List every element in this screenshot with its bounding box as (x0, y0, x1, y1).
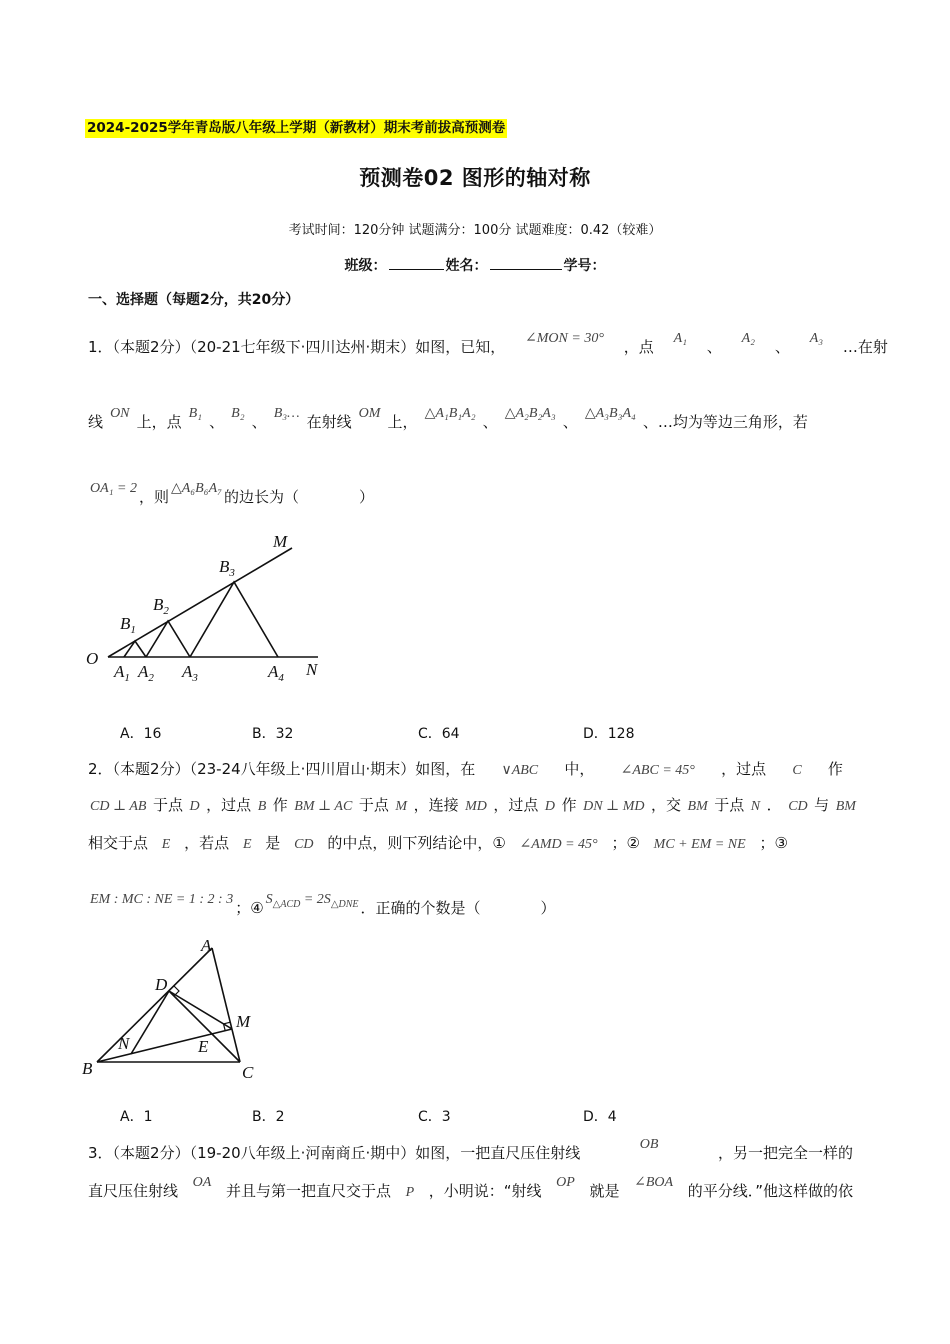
question-text: 1．（本题2分）（20-21七年级下·四川达州·期末）如图，已知， (88, 338, 506, 356)
question-text: 的中点，则下列结论中，① (327, 834, 506, 852)
label-b3: $B_3$ (219, 557, 235, 579)
name-blank (490, 255, 562, 270)
q2-line-1 (88, 758, 843, 782)
math-expr: C (792, 763, 802, 778)
question-text: ，则 (138, 488, 169, 506)
label-b: B (82, 1059, 93, 1078)
question-text: 、 (774, 338, 790, 356)
label-n: N (118, 1034, 130, 1053)
math-expr: D (544, 799, 556, 814)
question-text: ．正确的个数是（ ） (360, 899, 556, 917)
question-text: 在射线 (306, 413, 352, 431)
math-expr: B (257, 799, 267, 814)
math-expr: P (405, 1185, 415, 1200)
q1-option-c: C．64 (418, 726, 460, 742)
math-expr: △A₃B₃A₄ (584, 406, 636, 421)
math-expr: ∠BOA (634, 1175, 674, 1190)
question-text: 于点 (358, 796, 389, 814)
exam-series-banner: 2024-2025学年青岛版八年级上学期（新教材）期末考前拔高预测卷 (87, 120, 506, 136)
math-expr: CD (294, 837, 314, 852)
question-text: ，过点 (206, 796, 252, 814)
exam-info: 考试时间：120分钟 试题满分：100分 试题难度：0.42（较难） (288, 223, 662, 238)
label-m: M (236, 1012, 251, 1031)
question-text: 作 (272, 796, 288, 814)
label-o: O (86, 649, 99, 668)
right-angle-mark-d (174, 986, 179, 996)
math-expr: △A₆B₆A₇ (171, 481, 223, 496)
question-text: 、 (251, 413, 267, 431)
question-text: 直尺压住射线 (88, 1182, 179, 1200)
math-expr: BM (687, 799, 708, 814)
q1-option-d: D．128 (583, 726, 635, 742)
question-text: ，过点 (721, 760, 767, 778)
math-expr: OB (639, 1137, 659, 1152)
paper-title: 预测卷02 图形的轴对称 (359, 166, 591, 190)
equilateral-triangles-diagram (80, 525, 330, 695)
triangle-abc-diagram (80, 935, 270, 1085)
math-part: S (265, 892, 273, 907)
math-expr: A₁ (673, 331, 687, 346)
triangle-a3b3a4 (190, 582, 278, 657)
question-text: 的边长为（ ） (224, 488, 375, 506)
q2-line-3 (88, 832, 788, 856)
label-n: N (306, 660, 318, 679)
name-label: 姓名： (445, 258, 488, 274)
question-text: ，过点 (493, 796, 539, 814)
segment-ab (97, 948, 212, 1062)
question-text: 就是 (589, 1182, 620, 1200)
math-expr: E (242, 837, 252, 852)
question-text: ，交 (651, 796, 682, 814)
triangle-a2b2a3 (146, 621, 190, 657)
student-info-fields (0, 255, 950, 275)
question-text: 、 (209, 413, 225, 431)
math-expr: ON (110, 406, 130, 421)
label-b2: $B_2$ (153, 595, 169, 617)
q2-line-2 (88, 794, 858, 818)
question-text: ，小明说：“射线 (428, 1182, 542, 1200)
math-expr: MD (465, 799, 487, 814)
math-expr: N (750, 799, 761, 814)
math-expr: ∨ABC (501, 763, 539, 778)
question-text: 与 (814, 796, 830, 814)
math-expr: OM (358, 406, 381, 421)
math-expr: B₃… (273, 406, 300, 421)
math-expr: A₃ (809, 331, 824, 346)
question-text: ，点 (623, 338, 654, 356)
math-expr: EM : MC : NE = 1 : 2 : 3 (90, 892, 234, 907)
label-c: C (242, 1063, 254, 1082)
question-text: ，若点 (184, 834, 230, 852)
math-expr: △A₁B₁A₂ (424, 406, 476, 421)
math-expr: OA (192, 1175, 212, 1190)
q3-line-2 (88, 1175, 853, 1204)
q1-option-b: B．32 (252, 726, 294, 742)
question-text: 、 (706, 338, 722, 356)
section-heading: 一、选择题（每题2分，共20分） (88, 292, 300, 308)
question-text: 、…均为等边三角形，若 (642, 413, 808, 431)
label-d: D (155, 975, 168, 994)
math-part: = 2S (300, 892, 331, 907)
math-expr: B₂ (231, 406, 245, 421)
math-expr: CD (788, 799, 808, 814)
math-expr: ∠ABC = 45° (620, 763, 695, 778)
math-expr: ∠AMD = 45° (519, 837, 598, 852)
math-subscript: △DNE (330, 899, 359, 910)
q2-line-4 (88, 892, 556, 922)
class-label: 班级： (344, 258, 387, 274)
question-text: 、 (562, 413, 578, 431)
question-text: 上， (387, 413, 418, 431)
math-expr: OA₁ = 2 (90, 481, 137, 496)
question-text: ． (766, 796, 782, 814)
question-text: ；④ (235, 899, 264, 917)
label-b1: $B_1$ (120, 614, 136, 636)
q2-option-d: D．4 (583, 1109, 617, 1125)
math-expr: E (161, 837, 171, 852)
math-expr-area-ratio (264, 889, 361, 912)
question-text: 、 (482, 413, 498, 431)
question-text: 上，点 (136, 413, 182, 431)
question-text: 于点 (152, 796, 183, 814)
question-text: 中， (564, 760, 595, 778)
math-expr: D (189, 799, 200, 814)
q1-line-2 (88, 406, 808, 435)
student-id-label: 学号： (563, 258, 606, 274)
question-text: 是 (265, 834, 281, 852)
class-blank (389, 255, 444, 270)
label-a1: $A_1$ (114, 662, 130, 684)
q2-option-a: A．1 (120, 1109, 153, 1125)
question-text: 线 (88, 413, 104, 431)
triangle-a1b1a2 (124, 641, 146, 657)
label-a2: $A_2$ (138, 662, 154, 684)
q2-option-b: B．2 (252, 1109, 285, 1125)
q1-line-3 (88, 481, 375, 510)
q2-option-c: C．3 (418, 1109, 451, 1125)
label-m: M (273, 532, 288, 551)
math-expr: ∠MON = 30° (525, 331, 604, 346)
q3-line-1 (88, 1137, 853, 1166)
question-text: …在射 (842, 338, 888, 356)
math-expr: BM ⊥ AC (294, 799, 353, 814)
label-a: A (201, 936, 212, 955)
label-e: E (198, 1037, 209, 1056)
math-expr: A₂ (741, 331, 756, 346)
question-text: 于点 (714, 796, 745, 814)
question-text: ；③ (759, 834, 788, 852)
label-a4: $A_4$ (268, 662, 284, 684)
question-text: 作 (561, 796, 577, 814)
math-subscript: △ACD (272, 899, 301, 910)
math-expr: OP (556, 1175, 575, 1190)
math-expr: DN ⊥ MD (583, 799, 645, 814)
question-text: 相交于点 (88, 834, 149, 852)
segment-ac (212, 948, 240, 1062)
question-text: 并且与第一把直尺交于点 (225, 1182, 391, 1200)
question-text: 的平分线．”他这样做的依 (687, 1182, 853, 1200)
question-text: ；② (611, 834, 640, 852)
q1-line-1 (88, 331, 888, 360)
question-text: ，另一把完全一样的 (717, 1144, 853, 1162)
label-a3: $A_3$ (182, 662, 198, 684)
question-text: 作 (827, 760, 843, 778)
math-expr: MC + EM = NE (653, 837, 746, 852)
math-expr: △A₂B₂A₃ (504, 406, 556, 421)
question-text: 2．（本题2分）（23-24八年级上·四川眉山·期末）如图，在 (88, 760, 476, 778)
math-expr: CD ⊥ AB (90, 799, 147, 814)
math-expr: B₁ (188, 406, 203, 421)
q1-option-a: A．16 (120, 726, 162, 742)
math-expr: BM (835, 799, 856, 814)
question-text: 3．（本题2分）（19-20八年级上·河南商丘·期中）如图，一把直尺压住射线 (88, 1144, 581, 1162)
question-text: ，连接 (413, 796, 459, 814)
math-expr: M (395, 799, 408, 814)
